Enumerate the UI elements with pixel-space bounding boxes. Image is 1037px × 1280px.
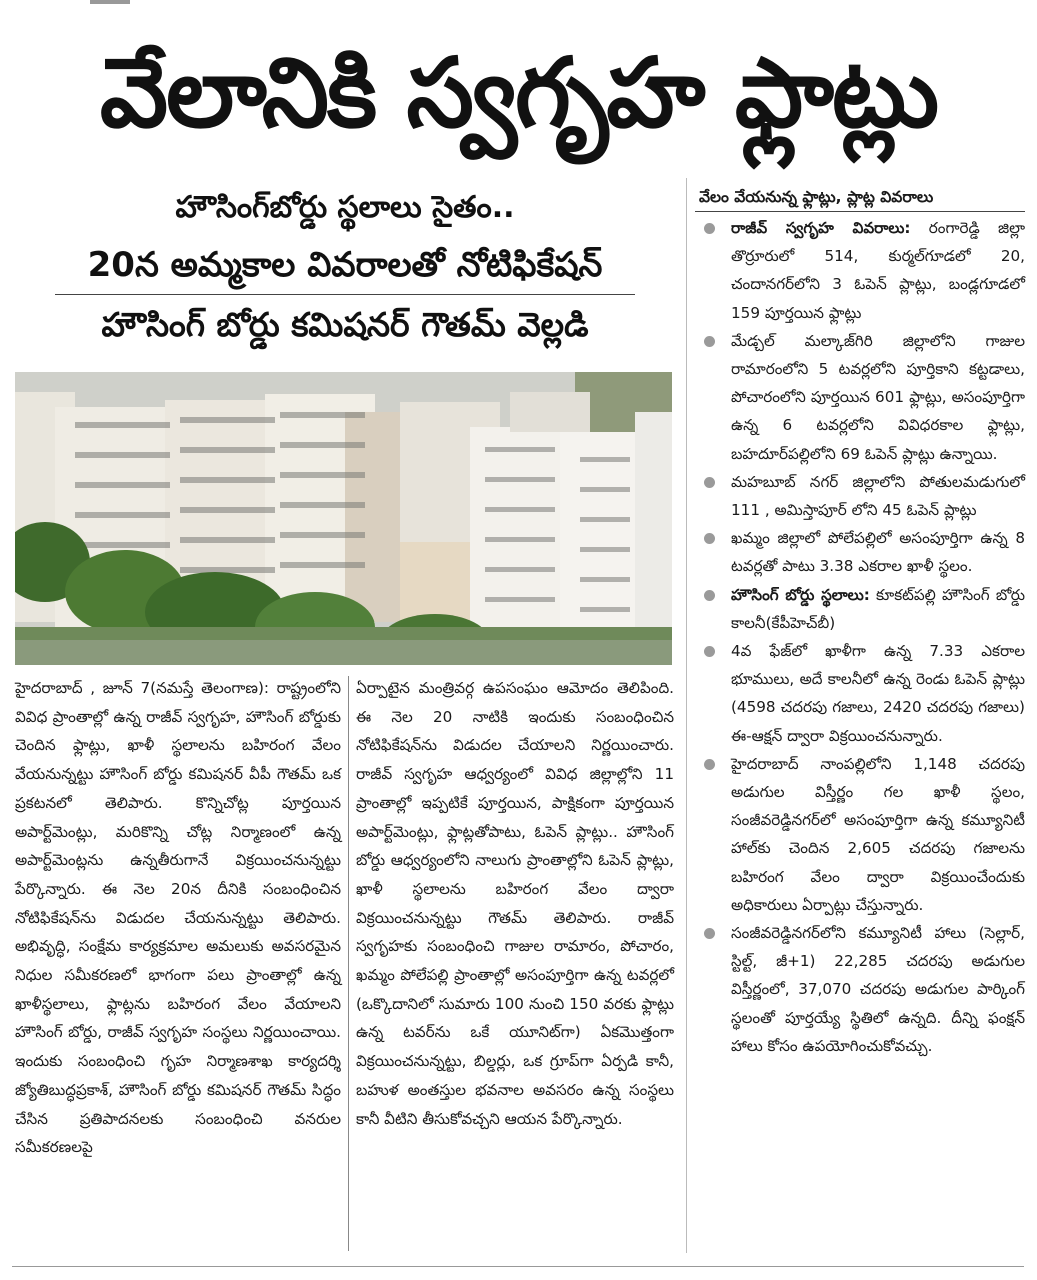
article-column-2	[356, 674, 674, 1133]
article-paragraph: హైదరాబాద్ , జూన్ 7(నమస్తే తెలంగాణ): రాష్ట్రంలోని వివిధ ప్రాంతాల్లో ఉన్న రాజీవ్ స్వగృహ, హౌసింగ్ బోర్డుకు చెందిన ఫ్లాట్లు, ఖాళీ స్థలాలను బహిరంగ వేలం వేయనున్నట్టు హౌసింగ్ బోర్డు కమిషనర్ వీపీ గౌతమ్ ఒక ప్రకటనలో తెలిపారు. కొన్నిచోట్ల పూర్తయిన అపార్ట్‌మెంట్లు, మరికొన్ని చోట్ల నిర్మాణంలో ఉన్న అపార్ట్‌మెంట్లను ఉన్నతీరుగానే విక్రయించనున్నట్టు పేర్కొన్నారు. ఈ నెల 20న దీనికి సంబంధించిన నోటిఫికేషన్‌ను విడుదల చేయనున్నట్టు తెలిపారు. అభివృద్ధి, సంక్షేమ కార్యక్రమాల అమలుకు అవసరమైన నిధుల సమీకరణలో భాగంగా పలు ప్రాంతాల్లో ఉన్న ఖాళీస్థలాలు, ఫ్లాట్లను బహిరంగ వేలం వేయాలని హౌసింగ్ బోర్డు, రాజీవ్ స్వగృహ సంస్థలు నిర్ణయించాయి. ఇందుకు సంబంధించి గృహ నిర్మాణశాఖ కార్యదర్శి జ్యోతిబుద్ధప్రకాశ్, హౌసింగ్ బోర్డు కమిషనర్ గౌతమ్ సిద్ధం చేసిన ప్రతిపాదనలకు సంబంధించి వనరుల సమీకరణలపై	[15, 679, 341, 1157]
subhead-1: హౌసింగ్‌బోర్డు స్థలాలు సైతం..	[175, 190, 515, 225]
list-item	[695, 919, 1025, 1060]
list-item	[695, 468, 1025, 524]
article-paragraph: ఏర్పాటైన మంత్రివర్గ ఉపసంఘం ఆమోదం తెలిపింది. ఈ నెల 20 నాటికి ఇందుకు సంబంధించిన నోటిఫికేషన్‌ను విడుదల చేయాలని నిర్ణయించారు. రాజీవ్ స్వగృహ ఆధ్వర్యంలో వివిధ జిల్లాల్లోని 11 ప్రాంతాల్లో ఇప్పటికే పూర్తయిన, పాక్షికంగా పూర్తయిన అపార్ట్‌మెంట్లు, ఫ్లాట్లతోపాటు, ఓపెన్ ప్లాట్లు.. హౌసింగ్ బోర్డు ఆధ్వర్యంలోని నాలుగు ప్రాంతాల్లోని ఓపెన్ ప్లాట్లు, ఖాళీ స్థలాలను బహిరంగ వేలం ద్వారా విక్రయించనున్నట్టు గౌతమ్ తెలిపారు. రాజీవ్ స్వగృహకు సంబంధించి గాజుల రామారం, పోచారం, ఖమ్మం పోలేపల్లి ప్రాంతాల్లో అసంపూర్తిగా ఉన్న టవర్లలో (ఒక్కొదానిలో సుమారు 100 నుంచి 150 వరకు ఫ్లాట్లు ఉన్న టవర్‌ను ఒకే యూనిట్‌గా) ఏకమొత్తంగా విక్రయించనున్నట్టు, బిల్డర్లు, ఒక గ్రూప్‌గా ఏర్పడి కానీ, బహుళ అంతస్తుల భవనాల అవసరం ఉన్న సంస్థలు కానీ వీటిని తీసుకోవచ్చని ఆయన పేర్కొన్నారు.	[356, 679, 674, 1128]
item-text: హైదరాబాద్ నాంపల్లిలోని 1,148 చదరపు అడుగుల విస్తీర్ణం గల ఖాళీ స్థలం, సంజీవరెడ్డినగర్‌లో అసంపూర్తిగా ఉన్న కమ్యూనిటీ హాల్‌కు చెందిన 2,605 చదరపు గజాలను బహిరంగ వేలం ద్వారా విక్రయించేందుకు అధికారులు ఏర్పాట్లు చేస్తున్నారు.	[731, 754, 1025, 914]
apartment-buildings-photo	[15, 372, 672, 665]
bullet-icon	[704, 533, 715, 544]
item-text: ఖమ్మం జిల్లాలో పోలేపల్లిలో అసంపూర్తిగా ఉన్న 8 టవర్లతో పాటు 3.38 ఎకరాల ఖాళీ స్థలం.	[731, 529, 1025, 576]
list-item	[695, 524, 1025, 580]
bullet-icon	[704, 590, 715, 601]
item-text: మేడ్చల్ మల్కాజ్‌గిరి జిల్లాలోని గాజుల రామారంలోని 5 టవర్లలోని పూర్తికాని కట్టడాలు, పోచారంలోని పూర్తయిన 601 ఫ్లాట్లు, అసంపూర్తిగా ఉన్న 6 టవర్లలోని వివిధరకాల ఫ్లాట్లు, బహదూర్‌పల్లిలోని 69 ఓపెన్ ప్లాట్లు ఉన్నాయి.	[731, 331, 1025, 463]
sidebar-list	[695, 214, 1025, 1060]
item-text: రంగారెడ్డి జిల్లా తొర్రూరులో 514, కుర్మల్‌గూడలో 20, చందానగర్‌లోని 3 ఓపెన్ ప్లాట్లు, బండ్లగూడలో 159 పూర్తయిన ఫ్లాట్లు	[731, 219, 1025, 322]
buildings-illustration-icon	[15, 372, 672, 665]
item-text: మహబూబ్ నగర్ జిల్లాలోని పోతులమడుగులో 111 , అమిస్తాపూర్ లోని 45 ఓపెన్ ప్లాట్లు	[731, 472, 1025, 520]
item-text: సంజీవరెడ్డినగర్‌లోని కమ్యూనిటీ హాలు (సెల్లార్, స్టిల్ట్, జీ+1) 22,285 చదరపు అడుగుల విస్తీర్ణంలో, 37,070 చదరపు అడుగుల పార్కింగ్ స్థలంతో పూర్తయ్యే స్థితిలో ఉన్నది. దీన్ని ఫంక్షన్ హాలు కోసం ఉపయోగించుకోవచ్చు.	[731, 924, 1025, 1055]
sidebar-divider	[686, 178, 687, 1253]
sidebar-title: వేలం వేయనున్న ఫ్లాట్లు, ప్లాట్ల వివరాలు	[695, 182, 1025, 212]
list-item	[695, 750, 1025, 919]
item-text: కూకట్‌పల్లి హౌసింగ్ బోర్డు కాలనీ(కేపీహెచ్‌బీ)	[731, 585, 1025, 632]
bullet-icon	[704, 336, 715, 347]
bullet-icon	[704, 646, 715, 657]
item-text: 4వ ఫేజ్‌లో ఖాళీగా ఉన్న 7.33 ఎకరాల భూములు, అదే కాలనీలో ఉన్న రెండు ఓపెన్ ప్లాట్లు (4598 చదరపు గజాలు, 2420 చదరపు గజాలు) ఈ-ఆక్షన్ ద్వారా విక్రయించనున్నారు.	[731, 642, 1025, 745]
item-lead: రాజీవ్ స్వగృహ వివరాలు:	[731, 219, 911, 237]
bottom-rule	[12, 1266, 1024, 1267]
bullet-icon	[704, 759, 715, 770]
sidebar-box	[695, 182, 1025, 1060]
top-edge-mark	[90, 0, 130, 4]
bullet-icon	[704, 223, 715, 234]
list-item	[695, 214, 1025, 327]
column-divider	[348, 676, 349, 1251]
list-item	[695, 581, 1025, 637]
item-lead: హౌసింగ్ బోర్డు స్థలాలు:	[731, 585, 870, 604]
headline: వేలానికి స్వగృహ ఫ్లాట్లు	[99, 37, 938, 149]
article-column-1	[15, 674, 341, 1162]
subheads	[15, 180, 675, 355]
subhead-3: హౌసింగ్ బోర్డు కమిషనర్ గౌతమ్ వెల్లడి	[101, 305, 589, 344]
list-item	[695, 637, 1025, 750]
list-item	[695, 327, 1025, 468]
subhead-2: 20న అమ్మకాల వివరాలతో నోటిఫికేషన్	[87, 245, 603, 285]
bullet-icon	[704, 477, 715, 488]
bullet-icon	[704, 928, 715, 939]
